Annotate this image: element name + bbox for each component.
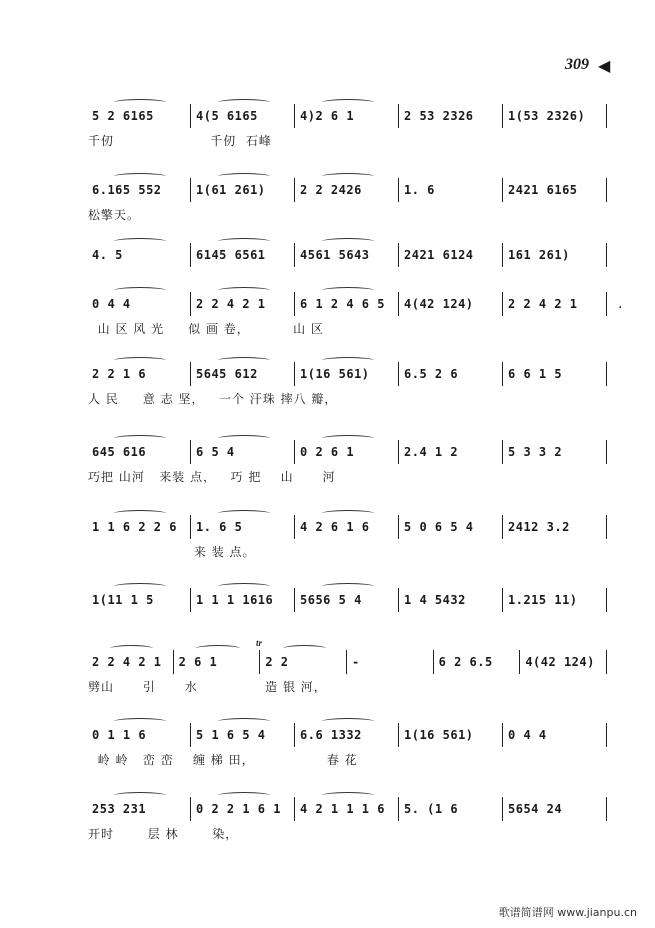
slur — [218, 718, 270, 725]
slur — [218, 435, 270, 442]
measure: 5 1 6 5 4 — [196, 728, 266, 742]
notation-line — [88, 243, 608, 267]
measure: 2.4 1 2 — [404, 445, 459, 459]
measure: 1. 6 5 — [196, 520, 243, 534]
measure: 0 2 2 1 6 1 — [196, 802, 281, 816]
measure: 4. 5 — [92, 248, 123, 262]
measure: 253 231 — [92, 802, 147, 816]
score-system — [88, 797, 608, 867]
measure: 1 4 5432 — [404, 593, 466, 607]
measure: 2 2 — [265, 655, 289, 669]
slur — [322, 287, 374, 294]
barline — [398, 243, 399, 267]
notation-line — [88, 178, 608, 202]
score-system — [88, 723, 608, 793]
measure: 1(16 561) — [404, 728, 474, 742]
measure: 5 2 6165 — [92, 109, 154, 123]
measure: 2412 3.2 — [508, 520, 570, 534]
barline — [173, 650, 174, 674]
measure: 5656 5 4 — [300, 593, 362, 607]
barline — [606, 104, 607, 128]
barline — [606, 178, 607, 202]
score-system — [88, 588, 608, 658]
measure: 5 0 6 5 4 — [404, 520, 474, 534]
slur — [218, 792, 270, 799]
page-number: 309 — [565, 56, 589, 73]
measure: 1(61 261) — [196, 183, 266, 197]
measure: 6 2 6.5 — [438, 655, 493, 669]
measure: 5645 612 — [196, 367, 258, 381]
measure: 2 2 4 2 1 — [92, 655, 162, 669]
measure: 1 1 6 2 2 6 — [92, 520, 177, 534]
measure: 6145 6561 — [196, 248, 266, 262]
barline — [190, 292, 191, 316]
measure: 5. (1 6 — [404, 802, 459, 816]
barline — [502, 797, 503, 821]
slur — [322, 718, 374, 725]
measure: 2421 6165 — [508, 183, 578, 197]
measure: 6.5 2 6 — [404, 367, 459, 381]
notation-line — [88, 797, 608, 821]
barline — [398, 440, 399, 464]
barline — [294, 104, 295, 128]
slur — [322, 510, 374, 517]
notation-line — [88, 440, 608, 464]
measure: 1 1 1 1616 — [196, 593, 274, 607]
barline — [398, 515, 399, 539]
barline — [606, 797, 607, 821]
slur — [322, 792, 374, 799]
slur — [283, 645, 326, 652]
barline — [294, 797, 295, 821]
barline — [190, 362, 191, 386]
score-system — [88, 440, 608, 510]
slur — [114, 173, 166, 180]
barline — [190, 243, 191, 267]
slur — [218, 357, 270, 364]
barline — [398, 362, 399, 386]
lyrics-line: 来 装 点。 — [88, 545, 256, 559]
barline — [502, 440, 503, 464]
page-corner-arrow-icon: ◀ — [598, 56, 611, 75]
measure: 6 5 4 — [196, 445, 235, 459]
slur — [114, 357, 166, 364]
barline — [502, 362, 503, 386]
barline — [294, 440, 295, 464]
slur — [218, 99, 270, 106]
measure: 1(16 561) — [300, 367, 370, 381]
score-system — [88, 292, 608, 362]
measure: 6 6 1 5 — [508, 367, 563, 381]
score-system — [88, 104, 608, 174]
lyrics-line: 岭 岭 峦 峦 缠 梯 田， 春 花 — [88, 753, 358, 767]
slur — [114, 435, 166, 442]
slur — [322, 173, 374, 180]
measure: 4(5 6165 — [196, 109, 258, 123]
barline — [398, 797, 399, 821]
measure: 2 2 4 2 1 — [196, 297, 266, 311]
notation-line — [88, 588, 608, 612]
measure: 2 2 2426 — [300, 183, 362, 197]
slur — [218, 238, 270, 245]
barline — [294, 723, 295, 747]
measure: 1. 6 — [404, 183, 435, 197]
slur — [322, 238, 374, 245]
barline — [190, 588, 191, 612]
barline — [502, 178, 503, 202]
measure: 0 4 4 — [508, 728, 547, 742]
measure: 2 2 1 6 — [92, 367, 147, 381]
measure: 4 2 1 1 1 6 — [300, 802, 385, 816]
measure: - — [352, 655, 360, 669]
barline — [190, 797, 191, 821]
slur — [114, 718, 166, 725]
notation-line — [88, 292, 608, 316]
slur — [218, 287, 270, 294]
barline — [259, 650, 260, 674]
watermark: 歌谱简谱网 www.jianpu.cn — [498, 906, 637, 919]
measure: 2 6 1 — [178, 655, 218, 669]
slur — [114, 287, 166, 294]
measure: 161 261) — [508, 248, 570, 262]
slur — [322, 583, 374, 590]
barline — [606, 292, 607, 316]
barline — [606, 243, 607, 267]
measure: 6 1 2 4 6 5 — [300, 297, 385, 311]
lyrics-line: 人 民 意 志 坚， 一个 汗珠 摔八 瓣， — [88, 392, 338, 406]
barline — [190, 178, 191, 202]
measure: 4 2 6 1 6 — [300, 520, 370, 534]
barline — [502, 515, 503, 539]
notation-line — [88, 104, 608, 128]
barline — [502, 243, 503, 267]
slur — [218, 510, 270, 517]
measure: 645 616 — [92, 445, 147, 459]
barline — [519, 650, 520, 674]
score-system — [88, 638, 608, 720]
barline — [190, 515, 191, 539]
measure: 2421 6124 — [404, 248, 474, 262]
measure: 4(42 124) — [404, 297, 474, 311]
score-system — [88, 362, 608, 432]
barline — [606, 515, 607, 539]
stray-mark: · — [618, 300, 623, 316]
barline — [398, 178, 399, 202]
barline — [294, 292, 295, 316]
barline — [190, 440, 191, 464]
notation-line — [88, 650, 608, 674]
measure: 1(11 1 5 — [92, 593, 154, 607]
barline — [606, 650, 607, 674]
barline — [502, 292, 503, 316]
lyrics-line: 松擎天。 — [88, 208, 141, 222]
barline — [398, 723, 399, 747]
barline — [294, 362, 295, 386]
barline — [502, 104, 503, 128]
notation-line — [88, 723, 608, 747]
barline — [294, 243, 295, 267]
measure: 2 2 4 2 1 — [508, 297, 578, 311]
measure: 1(53 2326) — [508, 109, 586, 123]
measure: 4561 5643 — [300, 248, 370, 262]
barline — [398, 292, 399, 316]
barline — [606, 362, 607, 386]
measure: 5 3 3 2 — [508, 445, 563, 459]
measure: 5654 24 — [508, 802, 563, 816]
barline — [398, 104, 399, 128]
slur — [218, 173, 270, 180]
slur — [218, 583, 270, 590]
notation-line — [88, 515, 608, 539]
measure: 2 53 2326 — [404, 109, 474, 123]
slur — [322, 435, 374, 442]
lyrics-line: 开时 层 林 染， — [88, 827, 239, 841]
measure: 0 1 1 6 — [92, 728, 147, 742]
measure: 6.165 552 — [92, 183, 162, 197]
lyrics-line: 巧把 山河 来装 点， 巧 把 山 河 — [88, 470, 336, 484]
measure: 4(42 124) — [525, 655, 595, 669]
slur — [114, 792, 166, 799]
slur — [114, 99, 166, 106]
slur — [322, 357, 374, 364]
slur — [110, 645, 153, 652]
score-system — [88, 515, 608, 585]
lyrics-line: 劈山 引 水 造 银 河， — [88, 680, 327, 694]
slur — [114, 583, 166, 590]
measure: 1.215 11) — [508, 593, 578, 607]
barline — [606, 440, 607, 464]
measure: 6.6 1332 — [300, 728, 362, 742]
measure: 0 4 4 — [92, 297, 131, 311]
barline — [433, 650, 434, 674]
barline — [294, 515, 295, 539]
slur — [322, 99, 374, 106]
barline — [190, 723, 191, 747]
measure: 4)2 6 1 — [300, 109, 355, 123]
lyrics-line: 千仞 千仞 石峰 — [88, 134, 272, 148]
slur — [114, 238, 166, 245]
barline — [346, 650, 347, 674]
barline — [606, 723, 607, 747]
barline — [294, 178, 295, 202]
barline — [502, 588, 503, 612]
barline — [502, 723, 503, 747]
measure: 0 2 6 1 — [300, 445, 355, 459]
trill-mark: tr — [256, 638, 263, 648]
barline — [190, 104, 191, 128]
slur — [196, 645, 239, 652]
barline — [398, 588, 399, 612]
barline — [606, 588, 607, 612]
slur — [114, 510, 166, 517]
notation-line — [88, 362, 608, 386]
barline — [294, 588, 295, 612]
lyrics-line: 山 区 风 光 似 画 卷， 山 区 — [88, 322, 324, 336]
